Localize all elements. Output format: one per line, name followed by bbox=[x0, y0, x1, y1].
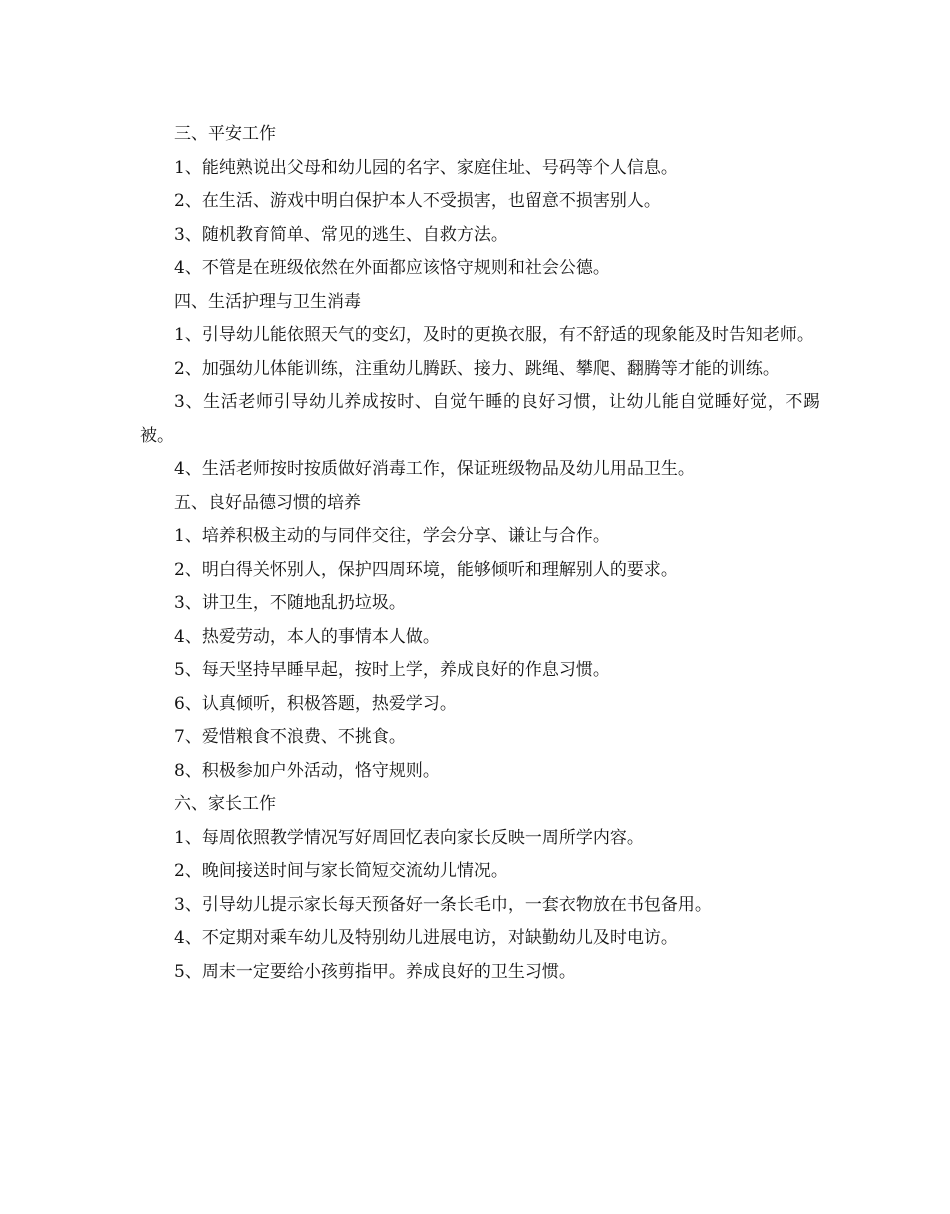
list-item: 5、每天坚持早睡早起，按时上学，养成良好的作息习惯。 bbox=[174, 660, 610, 680]
list-item: 4、不管是在班级依然在外面都应该恪守规则和社会公德。 bbox=[174, 258, 610, 278]
list-item: 1、引导幼儿能依照天气的变幻，及时的更换衣服，有不舒适的现象能及时告知老师。 bbox=[174, 325, 814, 345]
list-item: 2、晚间接送时间与家长简短交流幼儿情况。 bbox=[174, 861, 508, 881]
list-item: 2、加强幼儿体能训练，注重幼儿腾跃、接力、跳绳、攀爬、翻腾等才能的训练。 bbox=[174, 358, 780, 379]
list-item: 3、生活老师引导幼儿养成按时、自觉午睡的良好习惯，让幼儿能自觉睡好觉，不踢被。 bbox=[140, 392, 820, 446]
section-heading-moral-habits: 五、良好品德习惯的培养 bbox=[174, 492, 361, 513]
section-heading-care-hygiene: 四、生活护理与卫生消毒 bbox=[174, 291, 361, 312]
list-item: 4、生活老师按时按质做好消毒工作，保证班级物品及幼儿用品卫生。 bbox=[174, 459, 695, 479]
list-item: 2、在生活、游戏中明白保护本人不受损害，也留意不损害别人。 bbox=[174, 191, 661, 211]
section-heading-parents: 六、家长工作 bbox=[174, 794, 276, 814]
list-item: 5、周末一定要给小孩剪指甲。养成良好的卫生习惯。 bbox=[174, 961, 576, 982]
list-item: 6、认真倾听，积极答题，热爱学习。 bbox=[174, 693, 457, 714]
list-item: 4、热爱劳动，本人的事情本人做。 bbox=[174, 626, 440, 647]
list-item: 1、能纯熟说出父母和幼儿园的名字、家庭住址、号码等个人信息。 bbox=[174, 157, 678, 178]
section-heading-safety: 三、平安工作 bbox=[174, 124, 276, 144]
list-item: 3、讲卫生，不随地乱扔垃圾。 bbox=[174, 593, 406, 613]
list-item: 7、爱惜粮食不浪费、不挑食。 bbox=[174, 727, 406, 747]
list-item: 8、积极参加户外活动，恪守规则。 bbox=[174, 760, 440, 781]
list-item: 1、培养积极主动的与同伴交往，学会分享、谦让与合作。 bbox=[174, 526, 610, 546]
list-item: 4、不定期对乘车幼儿及特别幼儿进展电访，对缺勤幼儿及时电访。 bbox=[174, 928, 678, 948]
list-item: 3、随机教育简单、常见的逃生、自救方法。 bbox=[174, 224, 508, 245]
list-item: 1、每周依照教学情况写好周回忆表向家长反映一周所学内容。 bbox=[174, 827, 644, 848]
list-item: 3、引导幼儿提示家长每天预备好一条长毛巾，一套衣物放在书包备用。 bbox=[174, 894, 712, 915]
document-body bbox=[140, 118, 820, 989]
list-item: 2、明白得关怀别人，保护四周环境，能够倾听和理解别人的要求。 bbox=[174, 559, 678, 580]
